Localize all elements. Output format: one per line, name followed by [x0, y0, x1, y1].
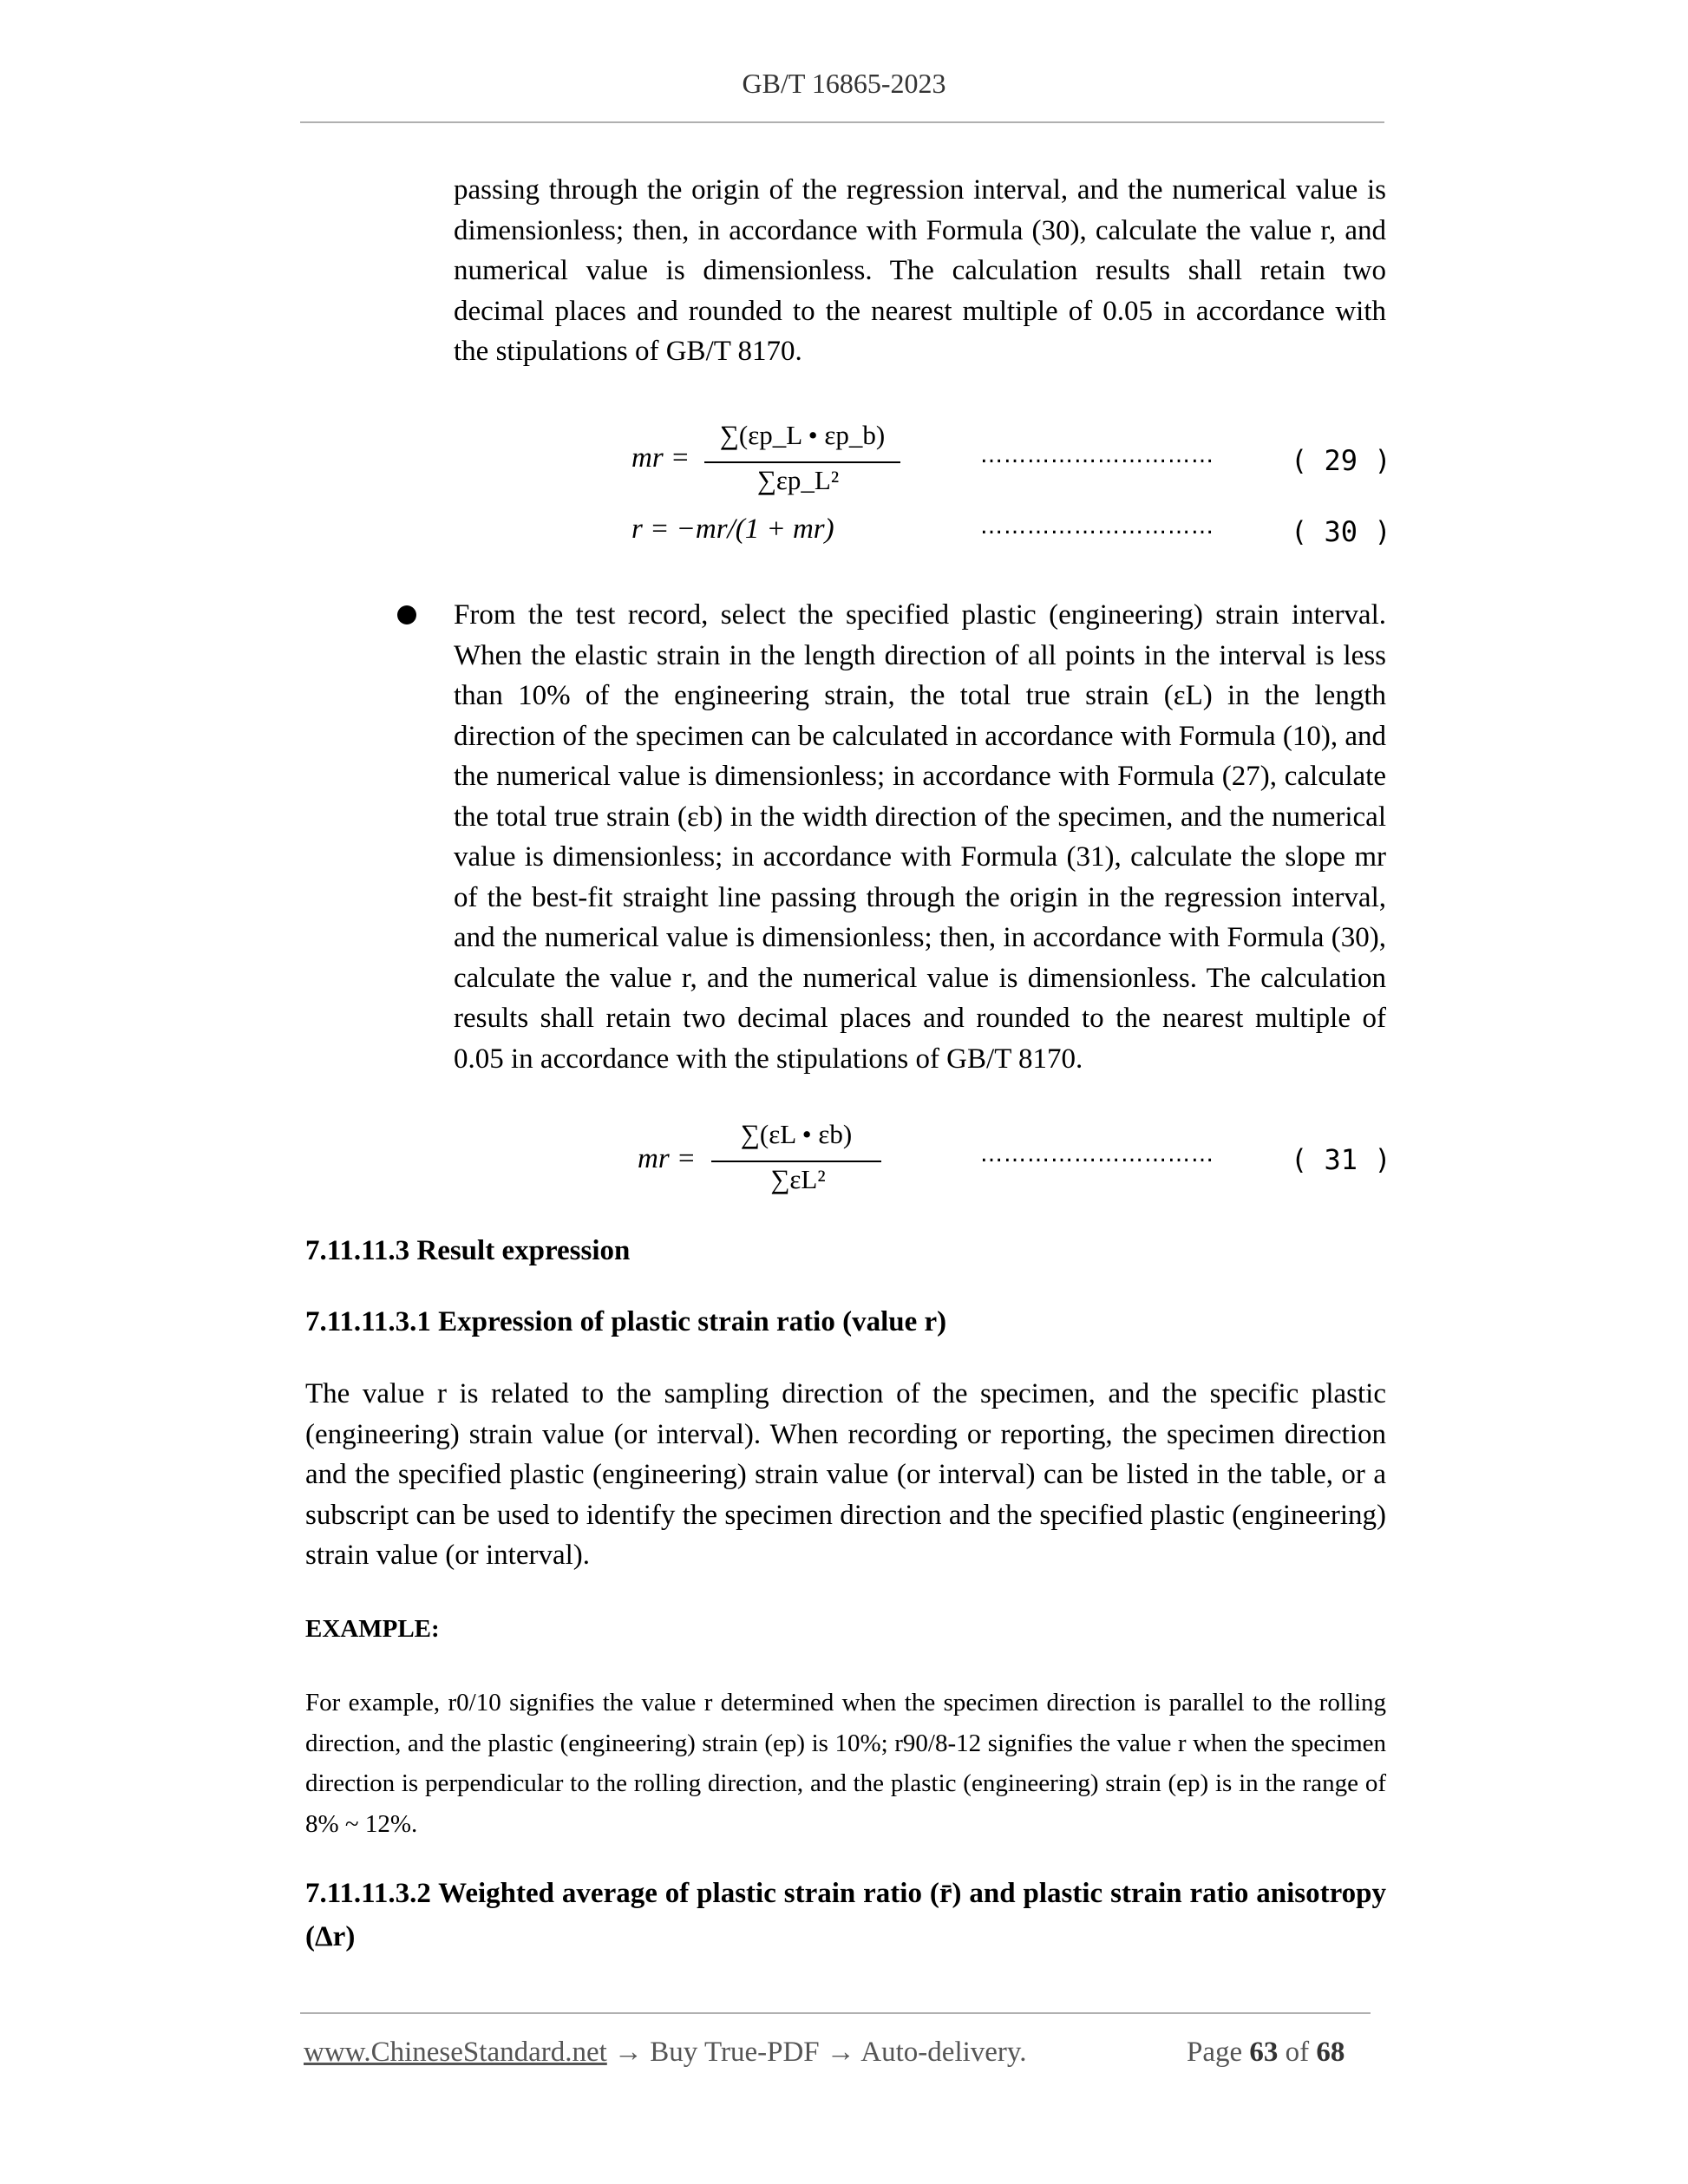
formula-31-number: ( 31 ) — [1291, 1143, 1391, 1176]
formula-29-bar — [704, 461, 900, 463]
page-total: 68 — [1316, 2037, 1345, 2068]
formula-29-numerator: ∑(εp_L • εp_b) — [719, 420, 886, 450]
formula-31-lhs: mr = — [638, 1143, 697, 1174]
bullet-text: From the test record, select the specified plastic (engineering) strain interval. When the elastic strain in the length direction of all points in the interval is less than 10% of the engineering strain, the total true strain (εL) in the length direction of the specimen can be calculated in accordance with Formula (10), and the numerical value is dimensionless; in accordance with Formula (27), calculate the total true strain (εb) in the width direction of the specimen, and the numerical value is dimensionless; in accordance with Formula (31), calculate the slope mr of the best-fit straight line passing through the origin in the regression interval, and the numerical value is dimensionless; then, in accordance with Formula (30), calculate the value r, and the numerical value is dimensionless. The calculation results shall retain two decimal places and rounded to the nearest multiple of 0.05 in accordance with the stipulations of GB/T 8170. — [454, 599, 1386, 1075]
paragraph-continuation — [454, 170, 1386, 372]
formula-30-leader: ………………………… — [980, 513, 1214, 539]
formula-29-denominator: ∑εp_L² — [756, 465, 840, 495]
formula-29-lhs: mr = — [631, 442, 690, 474]
bullet-paragraph — [454, 595, 1386, 1079]
formula-31-denominator: ∑εL² — [770, 1164, 826, 1194]
header-divider — [300, 121, 1384, 123]
formula-30-expr: r = −mr/(1 + mr) — [631, 513, 834, 545]
example-paragraph: For example, r0/10 signifies the value r determined when the specimen direction is parallel to the rolling direction, and the plastic (engineering) strain (ep) is 10%; r90/8-12 signifies the value r when the specimen direction is perpendicular to the rolling direction, and the plastic (engineering) strain (ep) is in the range of 8% ~ 12%. — [305, 1689, 1386, 1838]
page-label: Page — [1187, 2037, 1243, 2068]
page-indicator — [1187, 2037, 1345, 2069]
formula-31-leader: ………………………… — [980, 1141, 1214, 1167]
footer-link-line — [304, 2037, 1027, 2069]
section-heading-result-expression: 7.11.11.3 Result expression — [305, 1235, 631, 1266]
site-link[interactable]: www.ChineseStandard.net — [304, 2037, 607, 2068]
p1-text: passing through the origin of the regression interval, and the numerical value is dimensionless; then, in accordance with Formula (30), calculate the value r, and numerical value is dimensionless. The calculation results shall retain two decimal places and rounded to the nearest multiple of 0.05 in accordance with the stipulations of GB/T 8170. — [454, 174, 1386, 367]
formula-31-bar — [711, 1161, 881, 1162]
formula-29-leader: ………………………… — [980, 442, 1214, 468]
formula-29-number: ( 29 ) — [1291, 444, 1391, 477]
bullet-icon — [397, 605, 416, 624]
of-label: of — [1285, 2037, 1310, 2068]
section-heading-weighted-average: 7.11.11.3.2 Weighted average of plastic strain ratio (r̄) and plastic strain ratio anisotropy (Δr) — [305, 1878, 1386, 1952]
formula-31-numerator: ∑(εL • εb) — [740, 1119, 853, 1149]
page-current: 63 — [1249, 2037, 1279, 2068]
section-heading-value-r: 7.11.11.3.1 Expression of plastic strain ratio (value r) — [305, 1306, 947, 1337]
paragraph-result: The value r is related to the sampling direction of the specimen, and the specific plastic (engineering) strain value (or interval). When recording or reporting, the specimen direction and the specified plastic (engineering) strain value (or interval) can be listed in the table, or a subscript can be used to identify the specimen direction and the specified plastic (engineering) strain value (or interval). — [305, 1378, 1386, 1571]
example-label: EXAMPLE: — [305, 1615, 440, 1643]
footer-tagline: → Buy True-PDF → Auto-delivery. — [606, 2037, 1027, 2068]
formula-30-number: ( 30 ) — [1291, 515, 1391, 548]
footer-divider — [300, 2012, 1371, 2014]
document-header: GB/T 16865-2023 — [742, 68, 946, 99]
